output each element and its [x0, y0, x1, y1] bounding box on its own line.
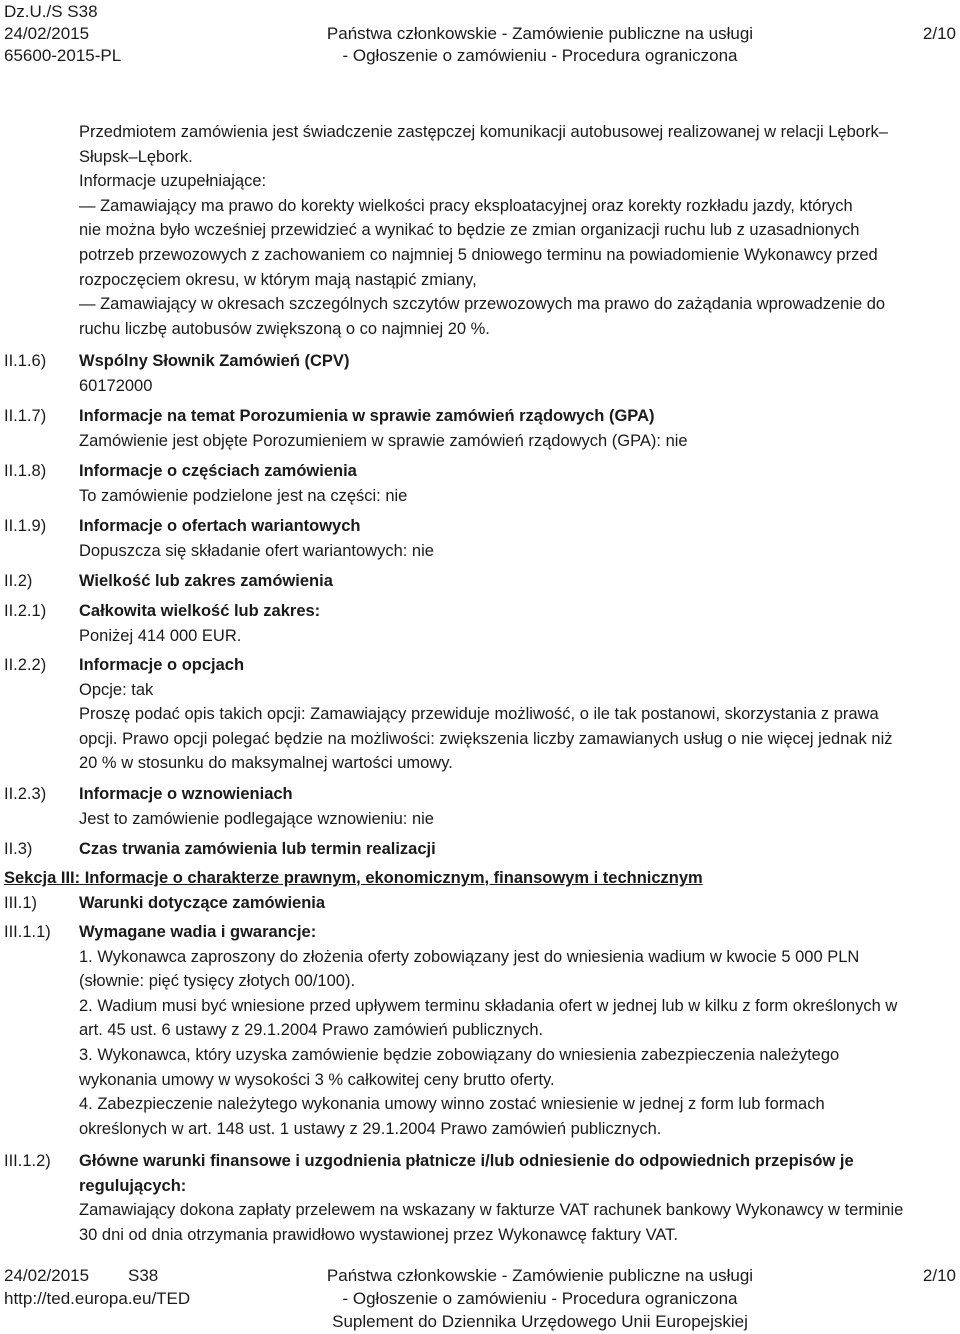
- section-title: regulujących:: [79, 1176, 187, 1195]
- section-block-total-quantity: [79, 599, 957, 648]
- footer-date: 24/02/2015: [4, 1266, 90, 1285]
- text-line: Informacje uzupełniające:: [79, 172, 267, 191]
- text-line: nie można było wcześniej przewidzieć a wynikać to będzie ze zmian organizacji ruchu lub z uzasadnionych: [79, 221, 860, 240]
- text-line: 2. Wadium musi być wniesione przed upływem terminu składania ofert w jednej lub w kilku z form określonych w: [79, 996, 898, 1015]
- section-number: II.3): [4, 840, 33, 858]
- section-number: II.1.9): [4, 517, 47, 535]
- section-block-variants: [79, 514, 957, 563]
- footer-series: S38: [128, 1266, 159, 1285]
- section-number: III.1): [4, 894, 38, 912]
- text-line: art. 45 ust. 6 ustawy z 29.1.2004 Prawo zamówień publicznych.: [79, 1021, 544, 1040]
- section-heading: Sekcja III: Informacje o charakterze prawnym, ekonomicznym, finansowym i technicznym: [4, 869, 703, 887]
- text-line: — Zamawiający w okresach szczególnych szczytów przewozowych ma prawo do zażądania wprowadzenie do: [79, 295, 886, 314]
- section-title: Informacje o wznowieniach: [79, 785, 293, 803]
- section-body: Zamówienie jest objęte Porozumieniem w sprawie zamówień rządowych (GPA): nie: [79, 431, 688, 450]
- text-line: potrzeb przewozowych z zachowaniem co najmniej 5 dniowego terminu na powiadomienie Wykonawcy przed: [79, 245, 878, 264]
- section-title: Informacje na temat Porozumienia w sprawie zamówień rządowych (GPA): [79, 407, 655, 425]
- section-block-cpv: [79, 349, 957, 398]
- footer-link[interactable]: http://ted.europa.eu/TED: [4, 1289, 191, 1308]
- section-body: Opcje: tak: [79, 680, 154, 699]
- text-line: — Zamawiający ma prawo do korekty wielkości pracy eksploatacyjnej oraz korekty rozkładu jazdy, których: [79, 196, 853, 215]
- journal-ref: Dz.U./S S38: [4, 2, 98, 21]
- cpv-code: 60172000: [79, 376, 153, 395]
- header-page-number: 2/10: [922, 24, 956, 43]
- section-block-options: [79, 653, 957, 776]
- section-number: II.2.1): [4, 602, 47, 620]
- text-line: Zamawiający dokona zapłaty przelewem na wskazany w fakturze VAT rachunek bankowy Wykonawcy w terminie: [79, 1201, 904, 1220]
- footer-page-number: 2/10: [922, 1266, 956, 1285]
- text-line: ruchu liczbę autobusów zwiększoną o co najmniej 20 %.: [79, 319, 490, 338]
- text-line: 3. Wykonawca, który uzyska zamówienie będzie zobowiązany do wniesienia zabezpieczenia należytego: [79, 1045, 840, 1064]
- footer-title: Państwa członkowskie - Zamówienie publiczne na usługi: [326, 1266, 754, 1285]
- section-block-renewals: [79, 782, 957, 831]
- section-number: III.1.2): [4, 1152, 51, 1170]
- section-block-lots: [79, 459, 957, 508]
- section-block-gpa: [79, 404, 957, 453]
- section-title: Warunki dotyczące zamówienia: [79, 894, 326, 912]
- text-line: (słownie: pięć tysięcy złotych 00/100).: [79, 972, 356, 991]
- section-number: II.1.7): [4, 407, 47, 425]
- text-line: Przedmiotem zamówienia jest świadczenie zastępczej komunikacji autobusowej realizowanej w relacji Lębork–: [79, 123, 888, 141]
- text-line: Słupsk–Lębork.: [79, 147, 193, 166]
- section-body: Poniżej 414 000 EUR.: [79, 626, 242, 645]
- section-number: II.1.8): [4, 462, 47, 480]
- text-line: określonych w art. 148 ust. 1 ustawy z 29.1.2004 Prawo zamówień publicznych.: [79, 1119, 662, 1138]
- section-title: Wymagane wadia i gwarancje:: [79, 923, 317, 941]
- intro-paragraph: [79, 120, 957, 341]
- section-title: Wspólny Słownik Zamówień (CPV): [79, 352, 350, 370]
- text-line: opcji. Prawo opcji polegać będzie na możliwości: zwiększenia liczby zamawianych usług o nie więcej jednak niż: [79, 729, 893, 748]
- header-date: 24/02/2015: [4, 24, 90, 43]
- section-body: Dopuszcza się składanie ofert wariantowych: nie: [79, 541, 434, 560]
- section-title: Informacje o częściach zamówienia: [79, 462, 357, 480]
- text-line: 20 % w stosunku do maksymalnej wartości umowy.: [79, 754, 453, 773]
- section-number: III.1.1): [4, 923, 51, 941]
- section-number: II.2.2): [4, 656, 47, 674]
- section-title: Czas trwania zamówienia lub termin realizacji: [79, 840, 436, 858]
- text-line: 1. Wykonawca zaproszony do złożenia oferty zobowiązany jest do wniesienia wadium w kwocie 5 000 PLN: [79, 947, 860, 966]
- text-line: wykonania umowy w wysokości 3 % całkowitej ceny brutto oferty.: [79, 1070, 555, 1089]
- section-title: Informacje o opcjach: [79, 656, 245, 674]
- section-title: Całkowita wielkość lub zakres:: [79, 602, 321, 620]
- text-line: rozpoczęciem okresu, w którym mają nastąpić zmiany,: [79, 270, 477, 289]
- section-number: II.1.6): [4, 352, 47, 370]
- section-body: To zamówienie podzielone jest na części: nie: [79, 486, 408, 505]
- text-line: 4. Zabezpieczenie należytego wykonania umowy winno zostać wniesienie w jednej z form lub formach: [79, 1095, 825, 1114]
- footer-supplement: Suplement do Dziennika Urzędowego Unii Europejskiej: [332, 1312, 748, 1331]
- section-block-financing: [79, 1149, 957, 1247]
- section-block-deposits: [79, 920, 957, 1141]
- section-number: II.2.3): [4, 785, 47, 803]
- notice-number: 65600-2015-PL: [4, 46, 122, 65]
- section-body: Jest to zamówienie podlegające wznowieniu: nie: [79, 809, 434, 828]
- header-title: Państwa członkowskie - Zamówienie publiczne na usługi: [326, 24, 754, 43]
- section-title: Główne warunki finansowe i uzgodnienia płatnicze i/lub odniesienie do odpowiednich przepisów je: [79, 1152, 854, 1170]
- text-line: Proszę podać opis takich opcji: Zamawiający przewiduje możliwość, o ile tak postanowi, skorzystania z prawa: [79, 705, 879, 724]
- section-title: Wielkość lub zakres zamówienia: [79, 572, 333, 590]
- footer-subtitle: - Ogłoszenie o zamówieniu - Procedura ograniczona: [342, 1289, 738, 1308]
- section-title: Informacje o ofertach wariantowych: [79, 517, 361, 535]
- section-number: II.2): [4, 572, 33, 590]
- text-line: 30 dni od dnia otrzymania prawidłowo wystawionej przez Wykonawcę faktury VAT.: [79, 1225, 679, 1244]
- header-subtitle: - Ogłoszenie o zamówieniu - Procedura ograniczona: [342, 46, 738, 65]
